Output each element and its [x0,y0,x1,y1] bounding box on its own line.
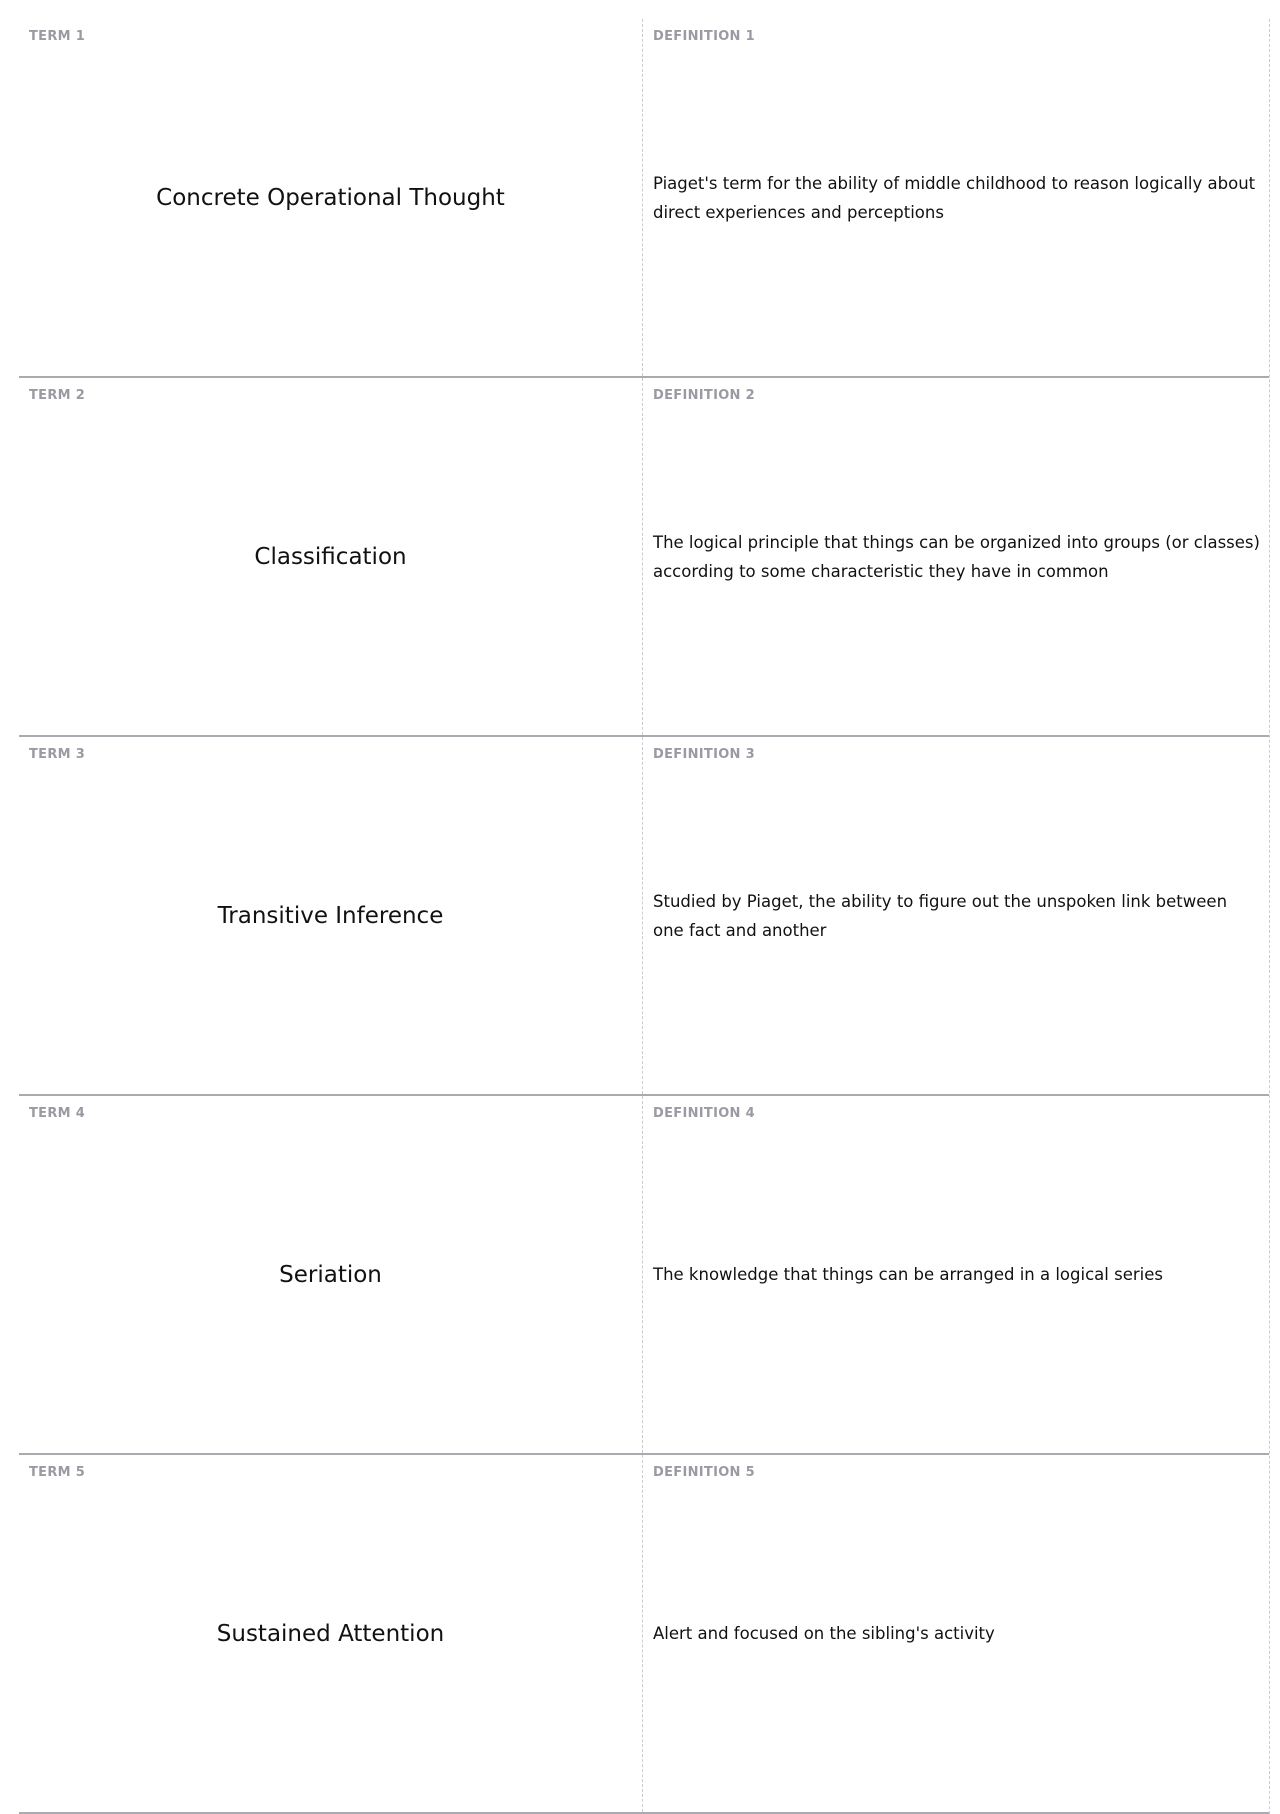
flashcard-row [19,737,1269,1096]
definition-text: Piaget's term for the ability of middle childhood to reason logically about direct experiences and perceptions [653,173,1256,222]
term-label: TERM 3 [29,747,86,762]
flashcard-sheet [19,19,1270,1814]
term-label: TERM 5 [29,1465,86,1480]
definition-cell [643,378,1269,735]
term-cell [19,737,643,1094]
definition-text: Alert and focused on the sibling's activity [653,1624,995,1643]
definition-cell [643,737,1269,1094]
term-cell [19,378,643,735]
definition-text: The logical principle that things can be organized into groups (or classes) according to some characteristic they have in common [653,532,1260,581]
flashcard-row [19,1096,1269,1455]
definition-label: DEFINITION 5 [653,1465,755,1480]
term-label: TERM 1 [29,29,86,44]
definition-label: DEFINITION 3 [653,747,755,762]
term-cell [19,1455,643,1812]
term-label: TERM 4 [29,1106,86,1121]
definition-label: DEFINITION 1 [653,29,755,44]
definition-cell [643,19,1269,376]
term-cell [19,19,643,376]
term-text: Transitive Inference [217,902,444,929]
definition-label: DEFINITION 2 [653,388,755,403]
term-text: Seriation [279,1261,382,1288]
definition-label: DEFINITION 4 [653,1106,755,1121]
flashcard-row [19,19,1269,378]
definition-text: Studied by Piaget, the ability to figure out the unspoken link between one fact and another [653,891,1228,940]
definition-cell [643,1455,1269,1812]
term-text: Classification [254,543,407,570]
flashcard-row [19,1455,1269,1814]
term-label: TERM 2 [29,388,86,403]
term-text: Sustained Attention [216,1620,445,1647]
flashcard-row [19,378,1269,737]
definition-cell [643,1096,1269,1453]
term-text: Concrete Operational Thought [156,184,505,211]
term-cell [19,1096,643,1453]
definition-text: The knowledge that things can be arranged in a logical series [653,1265,1163,1284]
